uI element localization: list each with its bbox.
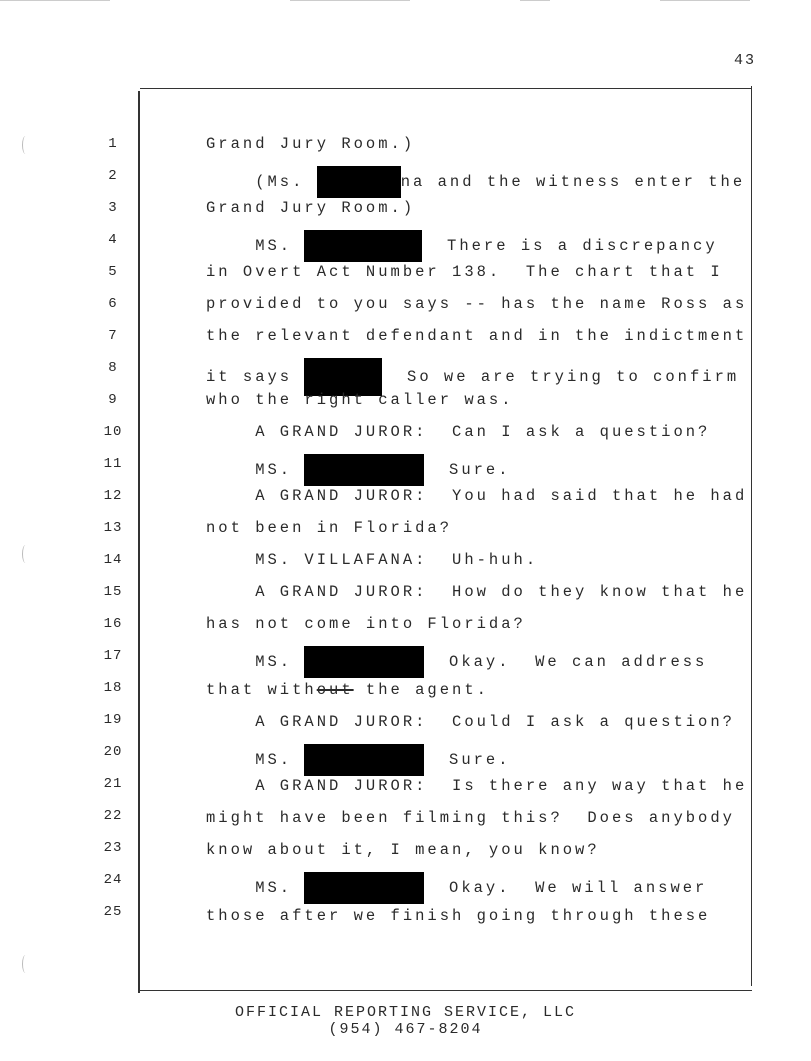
- line-number: 1: [108, 136, 118, 152]
- scan-edge-mark: [290, 0, 410, 1]
- transcript-text: it says: [206, 368, 305, 387]
- transcript-line: who the right caller was.: [206, 391, 514, 409]
- transcript-text: Okay. We can address: [424, 653, 708, 672]
- transcript-line: [206, 872, 707, 904]
- transcript-line: [206, 230, 718, 262]
- line-number: 19: [103, 712, 123, 728]
- line-number: 9: [108, 392, 118, 408]
- transcript-line: in Overt Act Number 138. The chart that I: [206, 263, 723, 281]
- speaker-text: MS.: [206, 879, 305, 898]
- page-number: 43: [734, 52, 757, 69]
- scan-edge-mark: [520, 0, 550, 1]
- transcript-text: na and the witness enter the: [400, 173, 746, 192]
- redaction-box: [317, 166, 401, 198]
- speaker-text: (Ms.: [206, 173, 317, 192]
- scan-edge-mark: [0, 0, 110, 1]
- transcript-line: [206, 680, 489, 700]
- transcript-text: There is a discrepancy: [422, 237, 718, 256]
- margin-punch-mark: [22, 136, 29, 154]
- line-number: 25: [103, 904, 123, 920]
- transcript-line: has not come into Florida?: [206, 615, 526, 633]
- page-frame-right: [751, 86, 752, 986]
- transcript-line: A GRAND JUROR: How do they know that he: [206, 583, 748, 601]
- speaker-text: MS.: [206, 751, 305, 770]
- footer-company: OFFICIAL REPORTING SERVICE, LLC: [234, 1004, 577, 1021]
- redaction-box: [304, 454, 424, 486]
- line-number: 3: [108, 200, 118, 216]
- transcript-line: A GRAND JUROR: Can I ask a question?: [206, 423, 711, 441]
- line-number: 17: [103, 648, 123, 664]
- transcript-line: [206, 166, 745, 198]
- line-number: 8: [108, 360, 118, 376]
- line-number: 7: [108, 328, 118, 344]
- line-number: 23: [103, 840, 123, 856]
- line-number: 10: [103, 424, 123, 440]
- line-number: 11: [103, 456, 123, 472]
- transcript-text: that with: [206, 681, 317, 699]
- margin-punch-mark: [22, 955, 29, 973]
- line-number: 13: [103, 520, 123, 536]
- line-number: 22: [103, 808, 123, 824]
- line-number: 6: [108, 296, 118, 312]
- transcript-text: Okay. We will answer: [424, 879, 708, 898]
- transcript-line: [206, 454, 511, 486]
- line-number: 4: [108, 232, 118, 248]
- transcript-line: [206, 744, 511, 776]
- line-number: 16: [103, 616, 123, 632]
- redaction-box: [304, 744, 424, 776]
- transcript-line: A GRAND JUROR: Could I ask a question?: [206, 713, 735, 731]
- transcript-text: Sure.: [424, 751, 511, 770]
- line-number: 21: [103, 776, 123, 792]
- redaction-box: [304, 872, 424, 904]
- transcript-line: know about it, I mean, you know?: [206, 841, 600, 859]
- line-number: 24: [103, 872, 123, 888]
- transcript-line: the relevant defendant and in the indictment: [206, 327, 748, 345]
- page-frame-bottom: [140, 990, 752, 991]
- transcript-line: might have been filming this? Does anybody: [206, 809, 735, 827]
- struck-text: out: [316, 681, 354, 699]
- line-number: 14: [103, 552, 123, 568]
- speaker-text: MS.: [206, 237, 305, 256]
- speaker-text: MS.: [206, 461, 305, 480]
- transcript-line: A GRAND JUROR: You had said that he had: [206, 487, 748, 505]
- footer-phone: (954) 467-8204: [328, 1021, 483, 1038]
- line-number: 5: [108, 264, 118, 280]
- line-number-divider: [138, 91, 140, 993]
- page-frame-top: [140, 88, 752, 89]
- transcript-text: the agent.: [353, 681, 489, 699]
- line-number: 18: [103, 680, 123, 696]
- margin-punch-mark: [22, 545, 29, 563]
- speaker-text: MS.: [206, 653, 305, 672]
- line-number: 12: [103, 488, 123, 504]
- line-number: 20: [103, 744, 123, 760]
- transcript-line: not been in Florida?: [206, 519, 453, 537]
- transcript-line: A GRAND JUROR: Is there any way that he: [206, 777, 748, 795]
- line-number: 2: [108, 168, 118, 184]
- transcript-line: Grand Jury Room.): [206, 135, 416, 153]
- transcript-line: [206, 646, 707, 678]
- redaction-box: [304, 646, 424, 678]
- transcript-text: Sure.: [424, 461, 511, 480]
- redaction-box: [304, 230, 422, 262]
- transcript-text: So we are trying to confirm: [382, 368, 740, 387]
- transcript-line: provided to you says -- has the name Ross as: [206, 295, 748, 313]
- scan-edge-mark: [660, 0, 750, 1]
- transcript-line: Grand Jury Room.): [206, 199, 416, 217]
- line-number: 15: [103, 584, 123, 600]
- transcript-line: MS. VILLAFANA: Uh-huh.: [206, 551, 539, 569]
- transcript-line: those after we finish going through these: [206, 907, 711, 925]
